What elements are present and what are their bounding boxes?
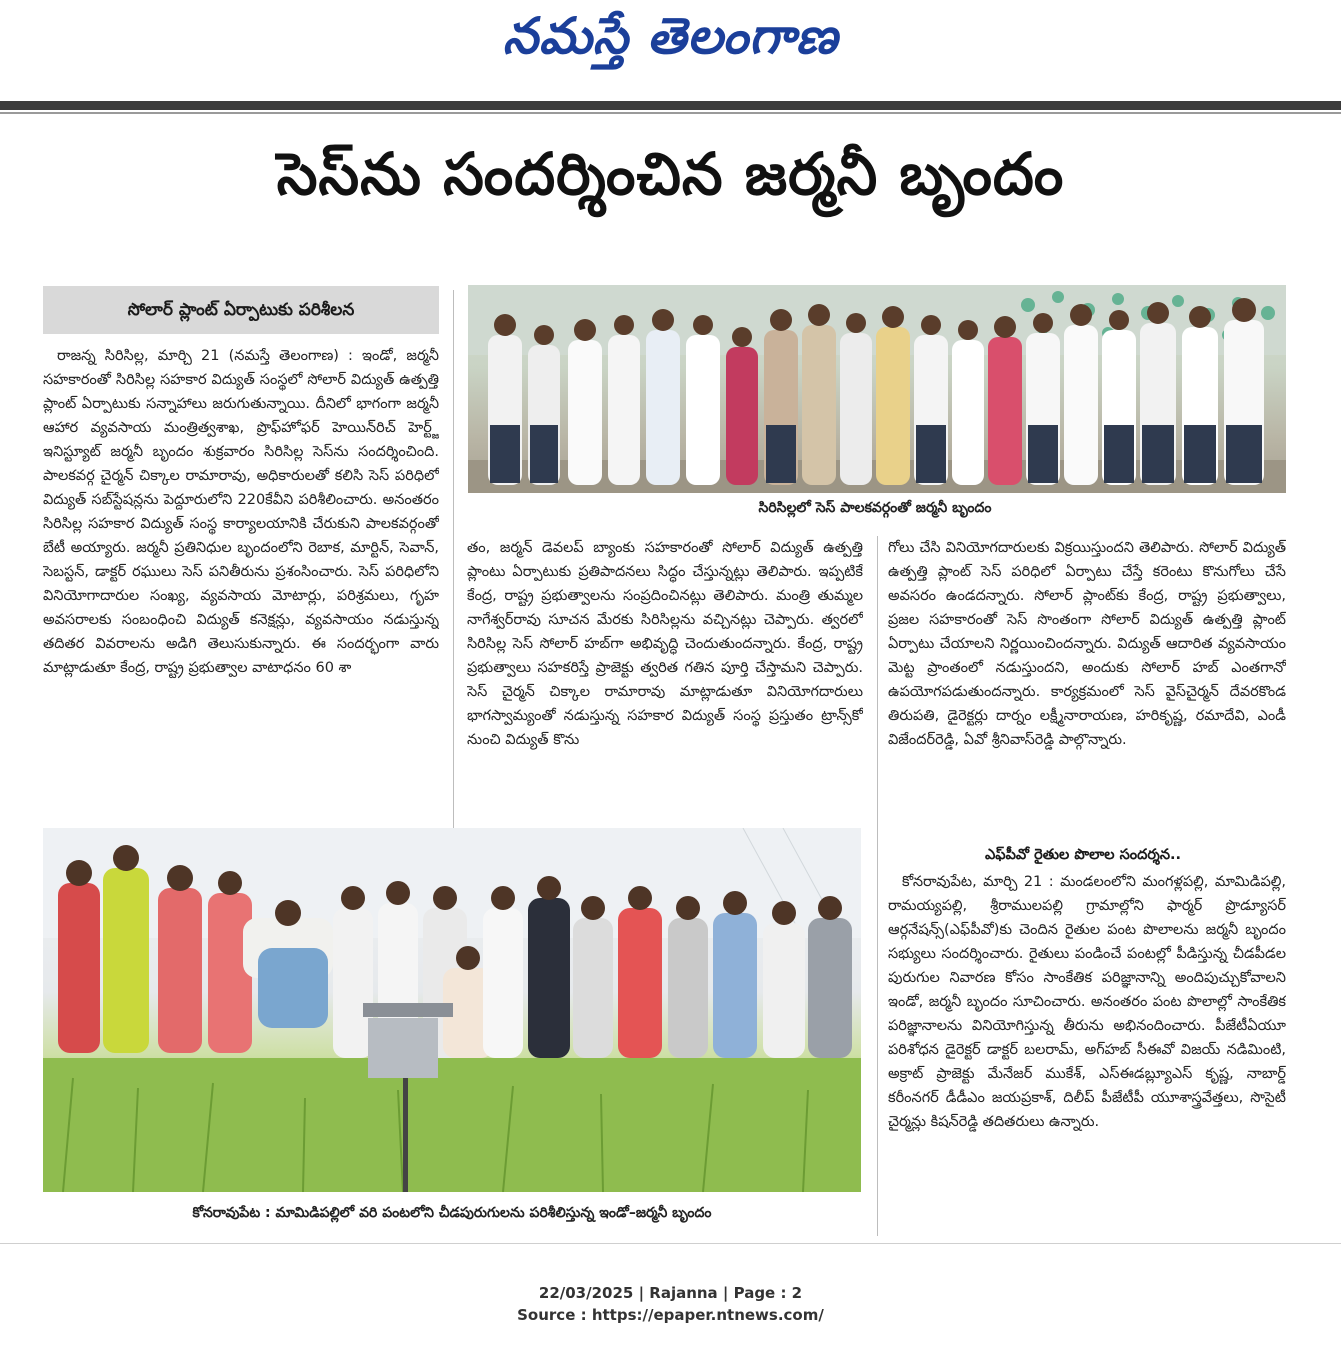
column-2-text: తం, జర్మన్‌ డెవలప్‌ బ్యాంకు సహకారంతో సోలార్‌ విద్యుత్‌ ఉత్పత్తి ప్లాంటు ఏర్పాటుకు ప్రతిపాదనలు సిద్ధం చేస్తున్నట్లు తెలిపారు. ఇప్పటికే కేంద్ర, రాష్ట్ర ప్రభుత్వాలను సంప్రదించినట్లు తెలిపారు. మంత్రి తుమ్మల నాగేశ్వర్‌రావు సూచన మేరకు సిరిసిల్లను వచ్చినట్లు చెప్పారు. త్వరలో సిరిసిల్ల సెస్‌ సోలార్‌ హబ్‌గా అభివృద్ధి చెందుతుందన్నారు. కేంద్ర, రాష్ట్ర ప్రభుత్వాలు సహకరిస్తే ప్రాజెక్టు త్వరిత గతిన పూర్తి చేస్తామని చెప్పారు. సెస్‌ చైర్మన్‌ చిక్కాల రామారావు మాట్లాడుతూ వినియోగదారులు భాగస్వామ్యంతో నడుస్తున్న సహకార విద్యుత్‌ సంస్థ ప్రస్తుతం ట్రాన్స్‌కో నుంచి విద్యుత్‌ కొను (467, 540, 863, 748)
footer-rule (0, 1243, 1341, 1244)
article-column-2 (467, 536, 863, 824)
column-1-text: రాజన్న సిరిసిల్ల, మార్చి 21 (నమస్తే తెలంగాణ) : ఇండో, జర్మనీ సహకారంతో సిరిసిల్ల సహకార విద్యుత్‌ సంస్థలో సోలార్‌ విద్యుత్‌ ఉత్పత్తి ప్లాంట్‌ ఏర్పాటుకు సన్నాహాలు జరుగుతున్నాయి. దీనిలో భాగంగా జర్మనీ ఆహార వ్యవసాయ మంత్రిత్వశాఖ, ప్రొఫ్‌హోఫర్‌ హెయిన్‌రిచ్‌ హెర్ట్జ్‌ ఇనిస్ట్యూట్‌ జర్మనీ బృందం శుక్రవారం సిరిసిల్ల సెస్‌ను సందర్శించింది. పాలకవర్గ చైర్మన్‌ చిక్కాల రామారావు, అధికారులతో కలిసి సెస్‌ పరిధిలో విద్యుత్‌ సబ్‌స్టేషన్లను పెద్దూరులోని 220కేవీని పరిశీలించారు. అనంతరం సిరిసిల్ల సహకార విద్యుత్‌ సంస్థ కార్యాలయానికి చేరుకుని పాలకవర్గంతో బేటీ అయ్యారు. జర్మనీ ప్రతినిధుల బృందంలోని రెబాక, మార్టిన్‌, సెవాన్‌, సెబస్టన్‌, డాక్టర్‌ రఘులు సెస్‌ పనితీరును ప్రశంసించారు. సెస్‌ పరిధిలోని వినియోగాదారుల సంఖ్య, వ్యవసాయ మోటార్లు, పరిశ్రమలు, గృహ అవసరాలకు సంబంధించి విద్యుత్‌ కనెక్షన్లు, వ్యవసాయం నడుస్తున్న తదితర వివరాలను అడిగి తెలుసుకున్నారు. ఈ సందర్భంగా వారు మాట్లాడుతూ కేంద్ర, రాష్ట్ర ప్రభుత్వాల వాటాధనం 60 శా (43, 348, 439, 676)
masthead-rule-thin (0, 112, 1341, 114)
masthead (0, 0, 1341, 100)
field-photo (43, 828, 861, 1192)
footer-date-page: 22/03/2025 | Rajanna | Page : 2 (538, 1284, 803, 1302)
column-divider (453, 290, 454, 830)
section-subheading: ఎఫ్‌పీవో రైతుల పొలాల సందర్శన.. (984, 847, 1182, 863)
footer (0, 1282, 1341, 1326)
field-photo-caption: కోనరావుపేట : మామిడిపల్లిలో వరి పంటలోని చీడపురుగులను పరిశీలిస్తున్న ఇండో–జర్మనీ బృందం (192, 1205, 712, 1221)
group-photo-illustration (468, 285, 1286, 493)
article-column-1 (43, 344, 439, 824)
article-column-3 (888, 536, 1286, 842)
column-divider (877, 536, 878, 1236)
article-subhead: సోలార్‌ ప్లాంట్‌ ఏర్పాటుకు పరిశీలన (43, 286, 439, 334)
group-photo-caption: సిరిసిల్లలో సెస్‌ పాలకవర్గంతో జర్మనీ బృందం (758, 500, 992, 516)
masthead-rule (0, 101, 1341, 110)
group-photo (468, 285, 1286, 493)
article-column-3b (888, 870, 1286, 1230)
masthead-title: నమస్తే తెలంగాణ (502, 6, 839, 65)
article-headline: సెస్‌ను సందర్శించిన జర్మనీ బృందం (276, 140, 1065, 208)
footer-source: Source : https://epaper.ntnews.com/ (517, 1306, 824, 1324)
column-3-text: గోలు చేసి వినియోగదారులకు విక్రయిస్తుందని తెలిపారు. సోలార్‌ విద్యుత్‌ ఉత్పత్తి ప్లాంట్‌ సెస్‌ పరిధిలో ఏర్పాటు చేస్తే కరెంటు కొనుగోలు చేసే అవసరం ఉండదన్నారు. సోలార్‌ ప్లాంట్‌కు కేంద్ర, రాష్ట్ర ప్రభుత్వాలు, ప్రజల సహకారంతో సెస్‌ సొంతంగా సోలార్‌ విద్యుత్‌ ఉత్పత్తి ప్లాంట్‌ ఏర్పాటు చేయాలని నిర్ణయించిందన్నారు. విద్యుత్‌ ఆదారిత వ్యవసాయం మెట్ట ప్రాంతంలో నడుస్తుందని, అందుకు సోలార్‌ హబ్‌ ఎంతగానో ఉపయోగపడుతుందన్నారు. కార్యక్రమంలో సెస్‌ వైస్‌చైర్మన్‌ దేవరకొండ తిరుపతి, డైరెక్టర్లు దార్నం లక్ష్మీనారాయణ, హరికృష్ణ, రమాదేవి, ఎండీ విజేందర్‌రెడ్డి, ఏవో శ్రీనివాస్‌రెడ్డి పాల్గొన్నారు. (888, 540, 1286, 748)
column-3b-text: కోనరావుపేట, మార్చి 21 : మండలంలోని మంగళ్లపల్లి, మామిడిపల్లి, రామయ్యపల్లి, శ్రీరాములపల్లి గ్రామాల్లోని ఫార్మర్‌ ప్రొడ్యూసర్‌ ఆర్గనేషన్స్‌(ఎఫ్‌పీవో)కు చెందిన రైతుల పంట పొలాలను జర్మనీ బృందం సభ్యులు సందర్శించారు. రైతులు పండించే పంటల్లో పీడిస్తున్న చీడపీడల పురుగుల నివారణ కోసం సాంకేతిక పరిజ్ఞానాన్ని అందిపుచ్చుకోవాలని ఇండో, జర్మనీ బృందం సూచించారు. అనంతరం పంట పొలాల్లో సాంకేతిక పరిజ్ఞానాలను వినియోగిస్తున్న తీరును అభినందించారు. పీజేటీఏయూ పరిశోధన డైరెక్టర్‌ డాక్టర్‌ బలరామ్‌, అగ్‌హబ్‌ సీఈవో విజయ్‌ నడిమింటి, అక్రాట్‌ ప్రాజెక్టు మేనేజర్‌ ముకేశ్‌, ఎస్‌ఈడబ్ల్యూఎస్‌ కృష్ణ, నాబార్డ్‌ కరీంనగర్‌ డీడీఎం జయప్రకాశ్‌, దిలీప్‌ పీజేటీపీ యూశాస్త్రవేత్తలు, సొసైటీ చైర్మన్లు కిషన్‌రెడ్డి తదితరులు ఉన్నారు. (888, 874, 1286, 1130)
field-photo-illustration (43, 828, 861, 1192)
